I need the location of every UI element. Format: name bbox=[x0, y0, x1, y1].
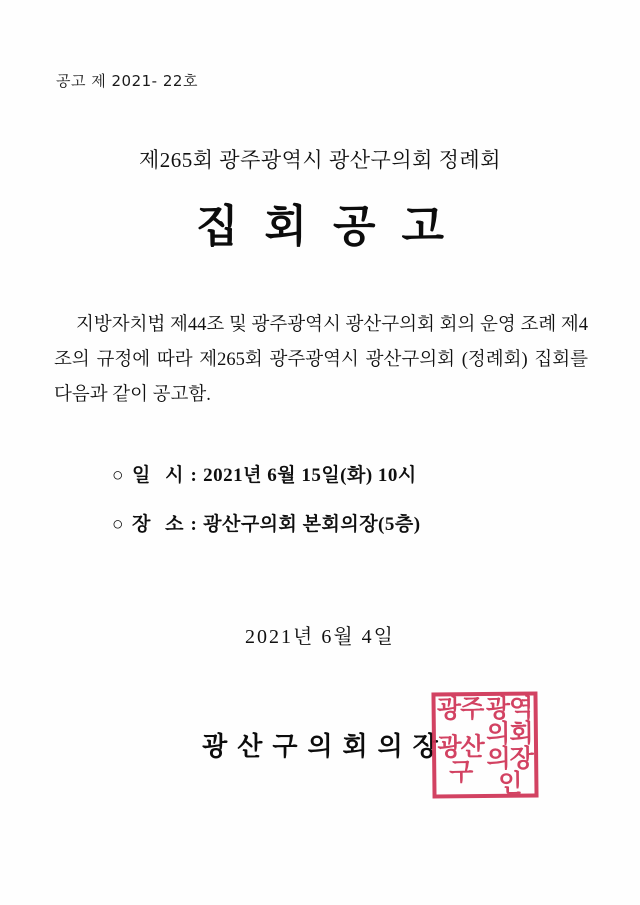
seal-char: 광산구 bbox=[437, 731, 484, 786]
issue-date: 2021년 6월 4일 bbox=[245, 626, 395, 648]
notice-number: 공고 제 2021- 22호 bbox=[56, 72, 198, 90]
detail-label: 장 소 bbox=[132, 514, 189, 535]
signature-line: 광산구의회의장 bbox=[202, 732, 448, 761]
seal-char: 광주 bbox=[436, 694, 484, 724]
bullet-icon: ○ bbox=[112, 514, 124, 535]
bullet-icon: ○ bbox=[112, 465, 124, 486]
detail-value: 2021년 6월 15일(화) 10시 bbox=[203, 465, 417, 486]
detail-row bbox=[0, 460, 640, 487]
detail-value: 광산구의회 본회의장(5층) bbox=[203, 514, 421, 535]
body-paragraph-text: 지방자치법 제44조 및 광주광역시 광산구의회 회의 운영 조례 제4조의 규정에 따라 제265회 광주광역시 광산구의회 (정례회) 집회를 다음과 같이 공고함. bbox=[54, 315, 588, 405]
details-list bbox=[0, 460, 640, 558]
detail-separator: : bbox=[190, 465, 198, 486]
seal-char: 광역 bbox=[485, 693, 533, 723]
seal-char: 의회의장인 bbox=[486, 718, 533, 798]
session-heading: 제265회 광주광역시 광산구의회 정례회 bbox=[138, 148, 502, 172]
page-title: 집회공고 bbox=[195, 202, 470, 251]
detail-row bbox=[0, 509, 640, 536]
body-paragraph bbox=[54, 308, 588, 413]
detail-label: 일 시 bbox=[132, 465, 189, 486]
official-seal-stamp bbox=[431, 691, 538, 798]
detail-separator: : bbox=[190, 514, 198, 535]
